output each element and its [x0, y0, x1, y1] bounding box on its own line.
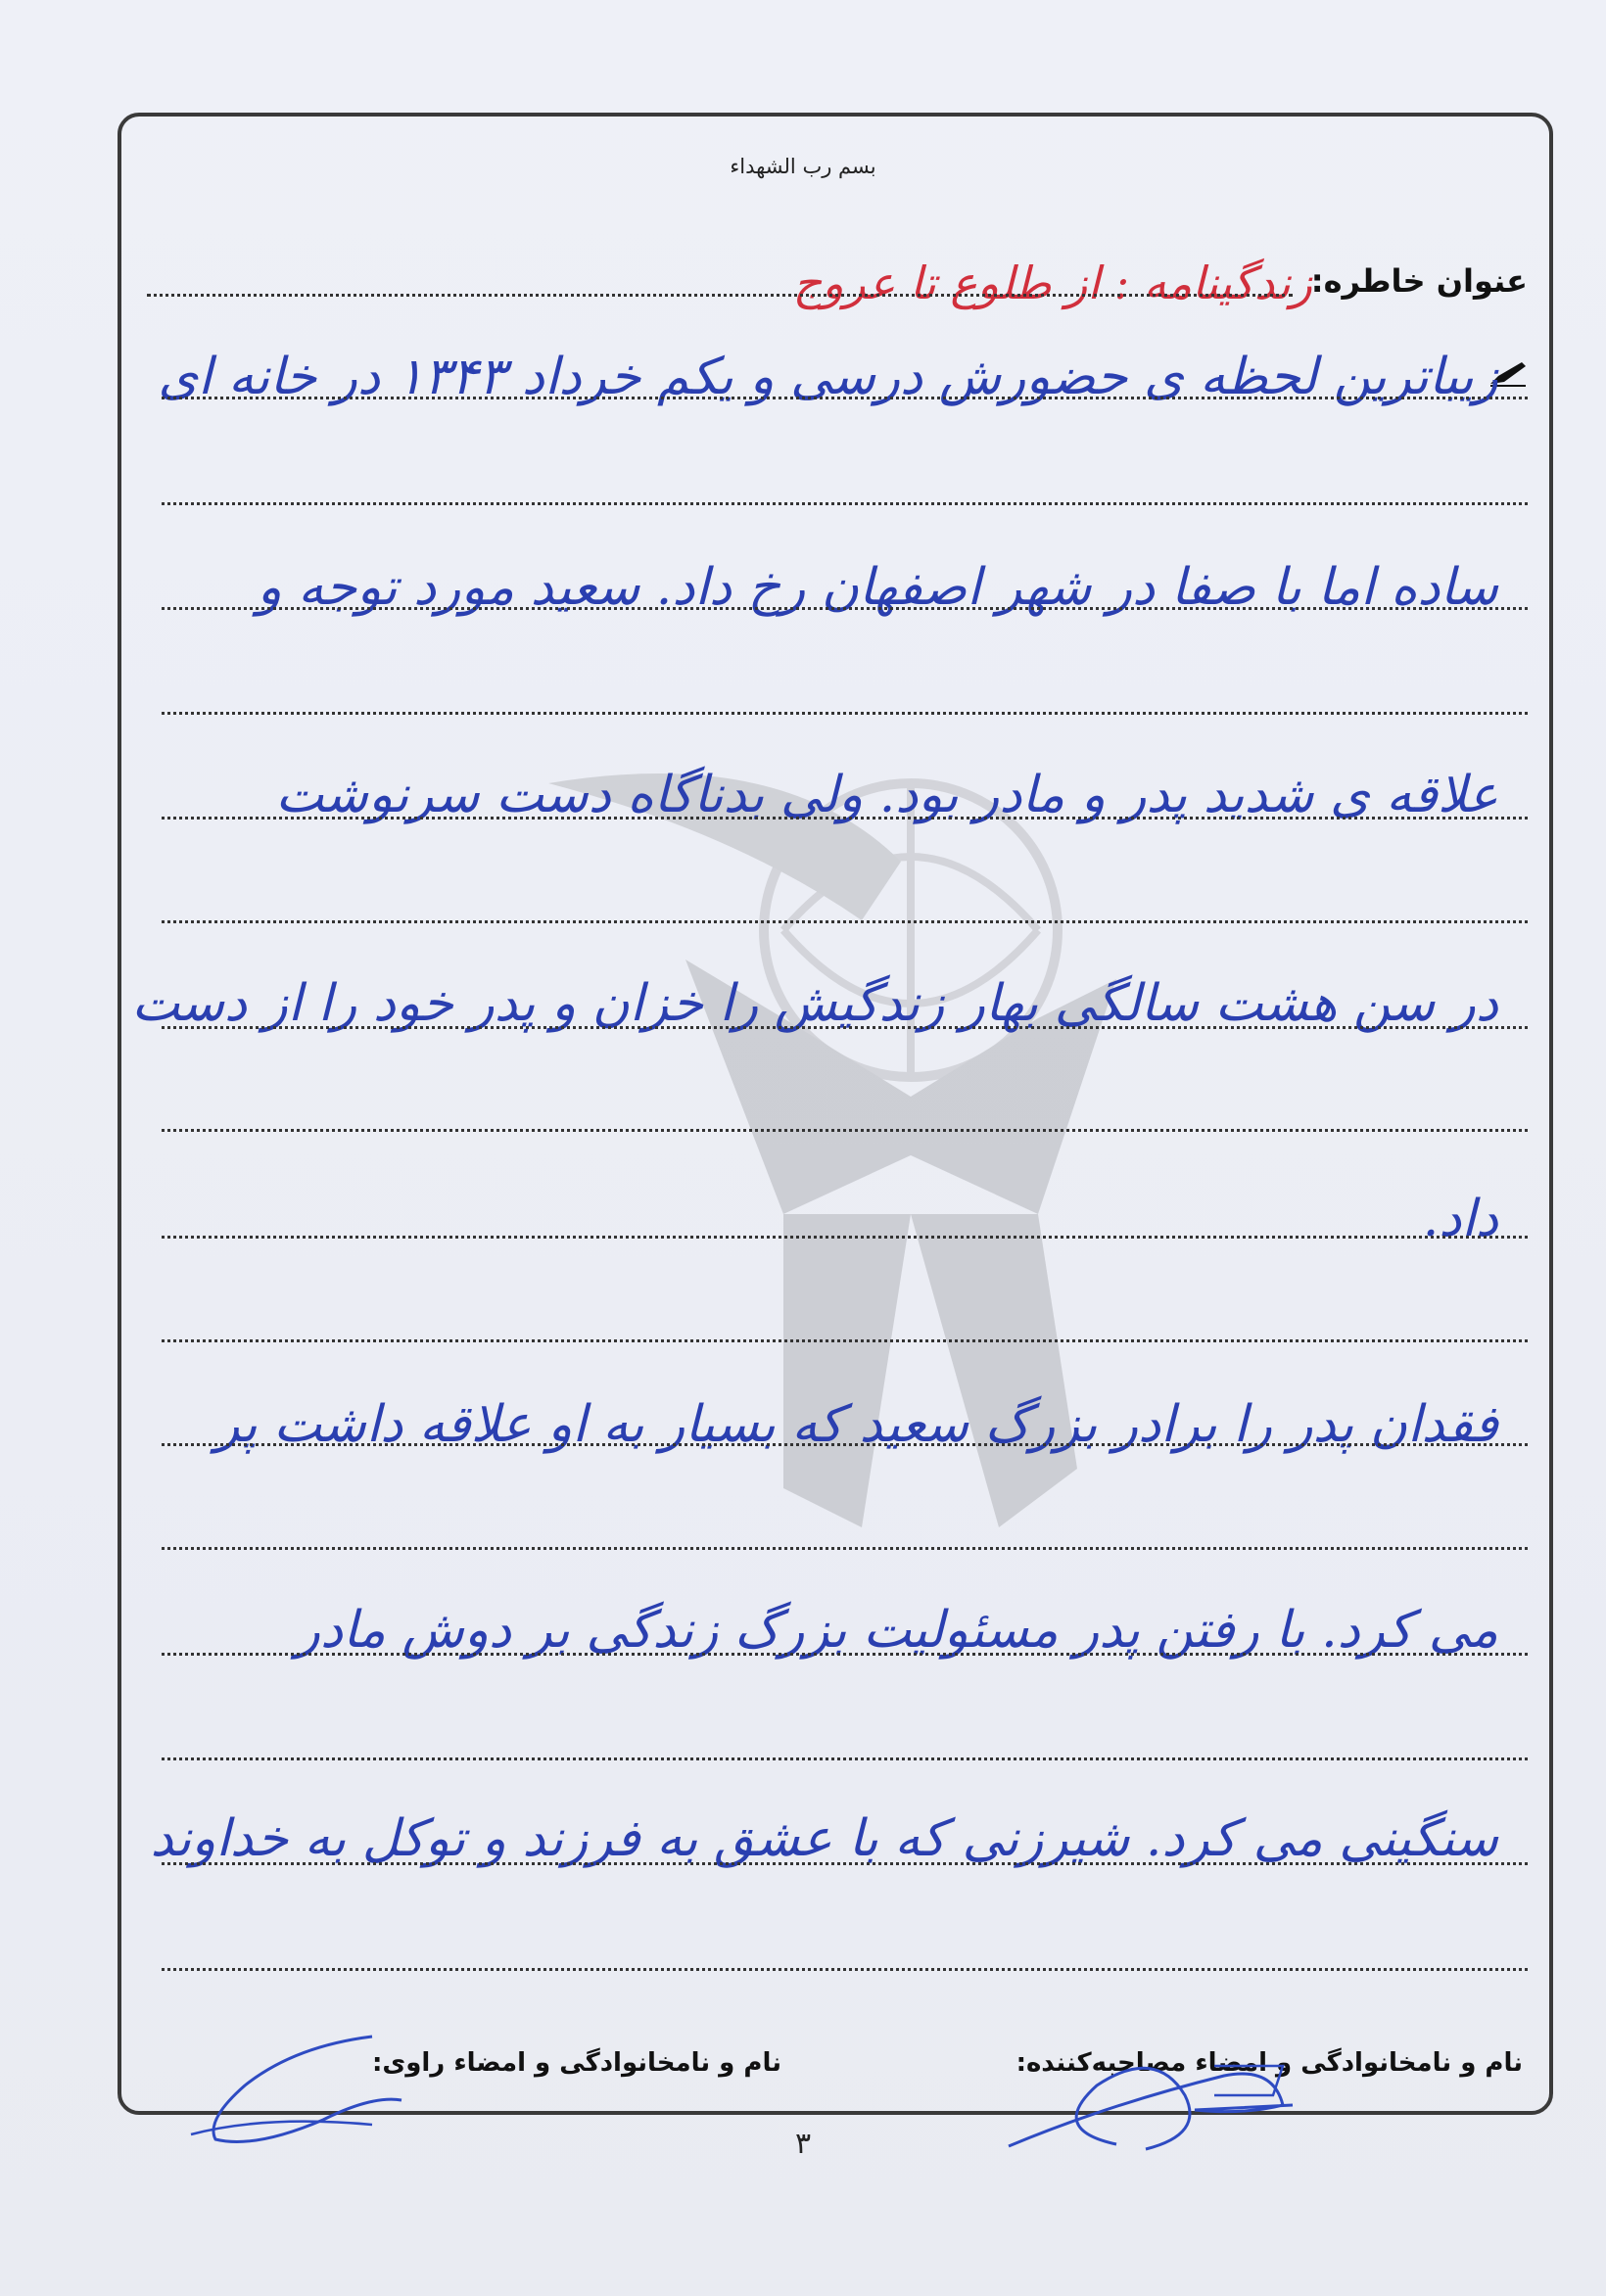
dotted-rule-9	[162, 1236, 1528, 1239]
handwritten-line-7: می کرد. با رفتن پدر مسئولیت بزرگ زندگی بر دوش مادر	[295, 1601, 1498, 1660]
handwritten-line-8: سنگینی می کرد. شیرزنی که با عشق به فرزند و توکل به خداوند	[150, 1809, 1498, 1868]
dotted-rule-14	[162, 1757, 1528, 1760]
interviewer-signature-label: نام و نامخانوادگی و امضاء مصاحبه‌کننده:	[1016, 2048, 1523, 2078]
memory-title-label: عنوان خاطره:	[1310, 262, 1528, 300]
dotted-rule-3	[162, 607, 1528, 610]
title-dotted-line	[147, 294, 1293, 297]
dotted-rule-4	[162, 712, 1528, 715]
dotted-rule-5	[162, 817, 1528, 820]
memory-title-value: زندگینامه : از طلوع تا عروج	[792, 257, 1312, 309]
handwritten-line-2: ساده اما با صفا در شهر اصفهان رخ داد. سعید مورد توجه و	[257, 558, 1498, 617]
handwritten-line-3: علاقه ی شدید پدر و مادر بود. ولی بدناگاه دست سرنوشت	[275, 766, 1498, 824]
dotted-rule-12	[162, 1547, 1528, 1550]
dotted-rule-1	[162, 397, 1528, 399]
dotted-rule-16	[162, 1968, 1528, 1971]
dotted-rule-15	[162, 1862, 1528, 1865]
dotted-rule-2	[162, 502, 1528, 505]
bismillah-header: بسم رب الشهداء	[730, 155, 876, 178]
dotted-rule-8	[162, 1129, 1528, 1132]
handwritten-line-6: فقدان پدر را برادر بزرگ سعید که بسیار به او علاقه داشت پر	[214, 1395, 1498, 1454]
page-number: ۳	[794, 2127, 812, 2161]
narrator-signature-label: نام و نامخانوادگی و امضاء راوی:	[372, 2048, 781, 2078]
handwritten-line-5: داد.	[1422, 1190, 1498, 1248]
handwritten-line-4: در سن هشت سالگی بهار زندگیش را خزان و پدر خود را از دست	[131, 974, 1498, 1033]
dotted-rule-11	[162, 1443, 1528, 1446]
dotted-rule-7	[162, 1026, 1528, 1029]
handwritten-line-1: زیباترین لحظه ی حضورش درسی و یکم خرداد ۱۳۴۳ در خانه ای	[158, 348, 1498, 406]
dotted-rule-10	[162, 1339, 1528, 1342]
dotted-rule-6	[162, 920, 1528, 923]
dotted-rule-13	[162, 1653, 1528, 1656]
